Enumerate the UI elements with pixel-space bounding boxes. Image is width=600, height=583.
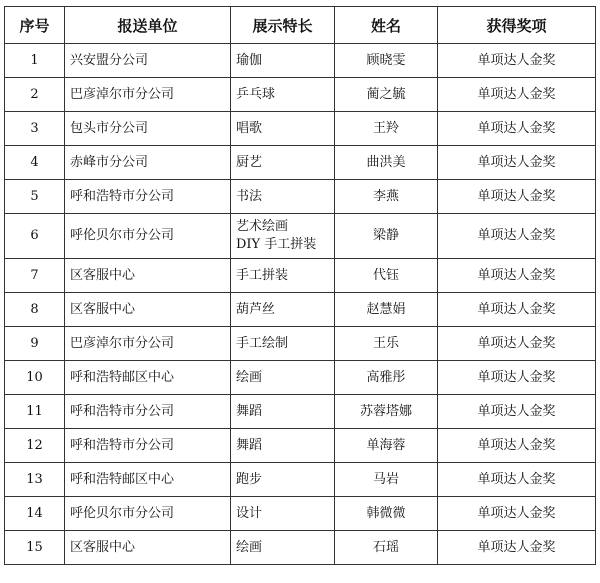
table-row — [5, 44, 596, 78]
table-row — [5, 531, 596, 565]
cell-no: 15 — [5, 531, 65, 565]
cell-award: 单项达人金奖 — [438, 429, 596, 463]
cell-unit: 呼伦贝尔市分公司 — [65, 497, 231, 531]
cell-skill — [231, 112, 335, 146]
cell-name: 蔺之毓 — [335, 78, 438, 112]
cell-skill — [231, 429, 335, 463]
cell-unit: 呼和浩特邮区中心 — [65, 361, 231, 395]
table-row — [5, 361, 596, 395]
cell-award: 单项达人金奖 — [438, 180, 596, 214]
table-row — [5, 429, 596, 463]
cell-unit: 赤峰市分公司 — [65, 146, 231, 180]
skill-text: 设计 — [236, 505, 263, 521]
cell-skill — [231, 259, 335, 293]
cell-name: 李燕 — [335, 180, 438, 214]
cell-name: 苏蓉塔娜 — [335, 395, 438, 429]
cell-no: 9 — [5, 327, 65, 361]
table-row — [5, 497, 596, 531]
skill-text: 绘画 — [236, 369, 263, 385]
cell-award: 单项达人金奖 — [438, 214, 596, 259]
cell-no: 7 — [5, 259, 65, 293]
cell-award: 单项达人金奖 — [438, 293, 596, 327]
skill-text: 手工绘制 — [236, 335, 289, 351]
cell-unit: 巴彦淖尔市分公司 — [65, 327, 231, 361]
cell-skill — [231, 497, 335, 531]
cell-unit: 兴安盟分公司 — [65, 44, 231, 78]
cell-award: 单项达人金奖 — [438, 78, 596, 112]
table-body — [5, 44, 596, 565]
cell-award: 单项达人金奖 — [438, 44, 596, 78]
cell-skill — [231, 463, 335, 497]
header-skill: 展示特长 — [231, 7, 335, 44]
skill-text: 书法 — [236, 188, 263, 204]
cell-name: 王乐 — [335, 327, 438, 361]
cell-name: 代钰 — [335, 259, 438, 293]
table-row — [5, 180, 596, 214]
cell-award: 单项达人金奖 — [438, 112, 596, 146]
skill-text: 瑜伽 — [236, 52, 263, 68]
cell-name: 韩微微 — [335, 497, 438, 531]
cell-unit: 区客服中心 — [65, 531, 231, 565]
skill-text: 葫芦丝 — [236, 301, 276, 317]
cell-name: 石瑶 — [335, 531, 438, 565]
skill-text: 绘画 — [236, 539, 263, 555]
skill-text: 唱歌 — [236, 120, 263, 136]
cell-unit: 包头市分公司 — [65, 112, 231, 146]
cell-name: 赵慧娟 — [335, 293, 438, 327]
cell-name: 高雅彤 — [335, 361, 438, 395]
cell-name: 单海蓉 — [335, 429, 438, 463]
table-row — [5, 259, 596, 293]
cell-name: 顾晓雯 — [335, 44, 438, 78]
cell-award: 单项达人金奖 — [438, 497, 596, 531]
cell-no: 1 — [5, 44, 65, 78]
cell-unit: 呼和浩特市分公司 — [65, 395, 231, 429]
cell-unit: 呼伦贝尔市分公司 — [65, 214, 231, 259]
cell-no: 10 — [5, 361, 65, 395]
cell-award: 单项达人金奖 — [438, 463, 596, 497]
skill-text: DIY 手工拼装 — [236, 237, 317, 252]
cell-award: 单项达人金奖 — [438, 327, 596, 361]
cell-no: 6 — [5, 214, 65, 259]
cell-no: 5 — [5, 180, 65, 214]
cell-unit: 区客服中心 — [65, 293, 231, 327]
skill-text: 乒乓球 — [236, 86, 276, 102]
cell-skill — [231, 361, 335, 395]
cell-unit: 呼和浩特邮区中心 — [65, 463, 231, 497]
cell-award: 单项达人金奖 — [438, 361, 596, 395]
cell-skill — [231, 146, 335, 180]
cell-skill — [231, 180, 335, 214]
table-row — [5, 146, 596, 180]
cell-award: 单项达人金奖 — [438, 146, 596, 180]
cell-skill — [231, 78, 335, 112]
header-no: 序号 — [5, 7, 65, 44]
cell-unit: 呼和浩特市分公司 — [65, 429, 231, 463]
skill-text: 舞蹈 — [236, 437, 263, 453]
cell-skill — [231, 44, 335, 78]
cell-unit: 区客服中心 — [65, 259, 231, 293]
cell-no: 8 — [5, 293, 65, 327]
cell-award: 单项达人金奖 — [438, 259, 596, 293]
skill-text: 舞蹈 — [236, 403, 263, 419]
cell-no: 13 — [5, 463, 65, 497]
cell-name: 曲洪美 — [335, 146, 438, 180]
cell-award: 单项达人金奖 — [438, 531, 596, 565]
skill-text: 跑步 — [236, 471, 263, 487]
table-row — [5, 214, 596, 259]
header-unit: 报送单位 — [65, 7, 231, 44]
award-table-container — [4, 6, 595, 565]
cell-skill — [231, 327, 335, 361]
table-row — [5, 293, 596, 327]
header-award: 获得奖项 — [438, 7, 596, 44]
table-row — [5, 112, 596, 146]
table-row — [5, 327, 596, 361]
cell-name: 马岩 — [335, 463, 438, 497]
cell-no: 3 — [5, 112, 65, 146]
cell-skill — [231, 293, 335, 327]
table-row — [5, 395, 596, 429]
skill-text: 艺术绘画 — [236, 219, 289, 234]
cell-unit: 巴彦淖尔市分公司 — [65, 78, 231, 112]
cell-award: 单项达人金奖 — [438, 395, 596, 429]
cell-no: 14 — [5, 497, 65, 531]
cell-skill — [231, 395, 335, 429]
table-row — [5, 463, 596, 497]
cell-skill — [231, 214, 335, 259]
cell-no: 2 — [5, 78, 65, 112]
table-row — [5, 78, 596, 112]
cell-no: 11 — [5, 395, 65, 429]
award-table — [4, 6, 596, 565]
skill-text: 手工拼装 — [236, 267, 289, 283]
header-name: 姓名 — [335, 7, 438, 44]
cell-skill — [231, 531, 335, 565]
cell-name: 王羚 — [335, 112, 438, 146]
cell-name: 梁静 — [335, 214, 438, 259]
cell-no: 4 — [5, 146, 65, 180]
cell-no: 12 — [5, 429, 65, 463]
skill-text: 厨艺 — [236, 154, 263, 170]
cell-unit: 呼和浩特市分公司 — [65, 180, 231, 214]
table-header-row — [5, 7, 596, 44]
